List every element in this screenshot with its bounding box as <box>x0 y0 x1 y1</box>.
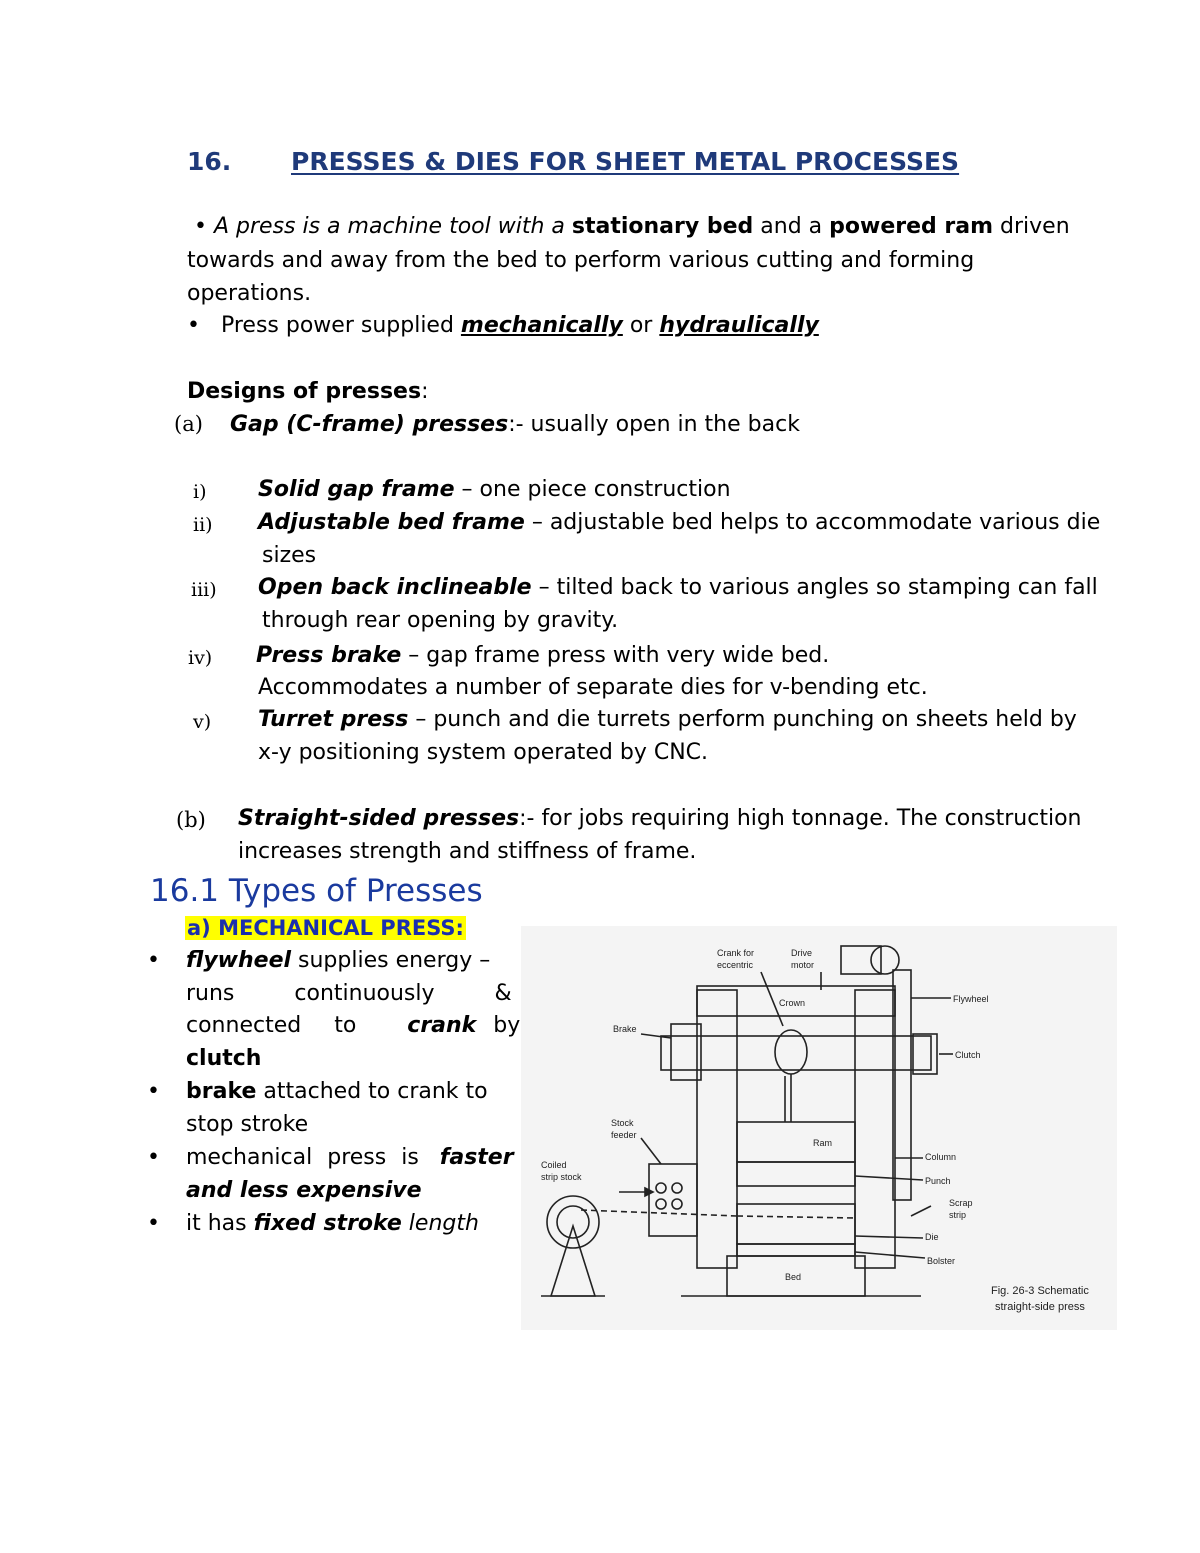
clutch-drum <box>913 1034 937 1074</box>
die <box>737 1204 855 1244</box>
mp-b2-l2: stop stroke <box>186 1112 309 1137</box>
label-scrap-2: strip <box>949 1210 967 1220</box>
label-coiled-2: strip stock <box>541 1172 582 1182</box>
ram <box>737 1122 855 1162</box>
label-bed: Bed <box>785 1272 802 1282</box>
label-coiled: Coiled <box>541 1160 567 1170</box>
colon: : <box>421 379 429 404</box>
intro-line-3: operations. <box>187 281 312 306</box>
item-num-5: v) <box>193 711 212 733</box>
label-drive-2: motor <box>791 960 815 970</box>
label-stock: Stock <box>611 1118 634 1128</box>
bullet-dot: • <box>147 1079 160 1104</box>
mp-b1-l2: runs continuously & <box>186 981 512 1006</box>
coil <box>547 1196 599 1248</box>
section-title: 16.1 Types of Presses <box>150 873 483 909</box>
design-b-label: (b) <box>176 808 206 832</box>
heading-title: PRESSES & DIES FOR SHEET METAL PROCESSES <box>291 147 960 176</box>
label-crown: Crown <box>779 998 806 1008</box>
item-5: Turret press – punch and die turrets perform punching on sheets held by <box>258 707 1077 732</box>
design-a-label: (a) <box>174 412 203 436</box>
subtitle-highlight: a) MECHANICAL PRESS: <box>187 916 464 940</box>
heading-number: 16. <box>187 147 232 176</box>
mp-b2-l1: brake attached to crank to <box>186 1079 488 1104</box>
item-3-line-2: through rear opening by gravity. <box>262 608 619 633</box>
intro-bullet-1 <box>194 214 1070 239</box>
item-1: Solid gap frame – one piece construction <box>258 477 731 502</box>
bullet-dot: • <box>187 313 200 338</box>
label-crank: Crank for <box>717 948 755 958</box>
design-a <box>174 412 800 437</box>
item-4: Press brake – gap frame press with very wide bed. <box>256 643 830 668</box>
keyword: hydraulically <box>659 313 819 338</box>
label-drive: Drive <box>791 948 813 958</box>
section-subtitle <box>185 916 466 940</box>
item-5-line-2: x-y positioning system operated by CNC. <box>258 740 709 765</box>
label-stock-2: feeder <box>611 1130 637 1140</box>
bullet-dot: • <box>147 948 160 973</box>
label-bolster: Bolster <box>927 1256 956 1266</box>
coil-stand <box>551 1226 595 1296</box>
strip <box>581 1210 737 1216</box>
label-die: Die <box>925 1232 939 1242</box>
label-ram: Ram <box>813 1138 833 1148</box>
mp-b1-l1: flywheel supplies energy – <box>186 948 491 973</box>
item-num-2: ii) <box>193 514 213 536</box>
label-brake: Brake <box>613 1024 637 1034</box>
label-punch: Punch <box>925 1176 951 1186</box>
text: or <box>622 313 660 338</box>
mp-b1-l3: connected to crank by <box>186 1013 521 1038</box>
text: and a <box>753 214 830 239</box>
press-diagram <box>521 926 1117 1330</box>
label-scrap: Scrap <box>949 1198 973 1208</box>
press-figure <box>521 926 1117 1330</box>
design-b-line-2: increases strength and stiffness of frame. <box>238 839 697 864</box>
figure-caption-2: straight-side press <box>995 1301 1085 1313</box>
keyword: stationary bed <box>571 214 754 239</box>
intro-bullet-2 <box>187 313 819 338</box>
design-b: Straight-sided presses:- for jobs requiring high tonnage. The construction <box>238 806 1082 831</box>
designs-title-text: Designs of presses <box>187 379 422 404</box>
designs-title <box>187 379 428 404</box>
keyword: mechanically <box>460 313 623 338</box>
mp-b4-l1: it has fixed stroke length <box>186 1211 479 1236</box>
bullet-dot: • <box>147 1211 160 1236</box>
design-a-name: Gap (C-frame) presses:- usually open in the back <box>230 412 800 437</box>
label-column: Column <box>925 1152 957 1162</box>
left-column <box>697 990 737 1268</box>
item-2-line-2: sizes <box>262 543 317 568</box>
item-2: Adjustable bed frame – adjustable bed helps to accommodate various die <box>258 510 1101 535</box>
mp-b3-l2: and less expensive <box>186 1178 422 1203</box>
heading <box>187 147 960 176</box>
bullet-dot: • <box>194 214 207 239</box>
text: driven <box>993 214 1070 239</box>
right-column <box>855 990 895 1268</box>
mp-b3-l1: mechanical press is faster <box>186 1145 514 1170</box>
item-3: Open back inclineable – tilted back to various angles so stamping can fall <box>258 575 1098 600</box>
mp-b1-l4: clutch <box>186 1046 262 1071</box>
label-clutch: Clutch <box>955 1050 981 1060</box>
item-num-3: iii) <box>191 579 217 601</box>
figure-caption-1: Fig. 26-3 Schematic <box>991 1285 1089 1297</box>
punch-holder <box>737 1162 855 1186</box>
item-4-line-2: Accommodates a number of separate dies for v-bending etc. <box>258 675 928 700</box>
bolster <box>737 1244 855 1256</box>
label-flywheel: Flywheel <box>953 994 989 1004</box>
keyword: powered ram <box>829 214 994 239</box>
text: A press is a machine tool with a <box>213 214 572 239</box>
intro-line-2: towards and away from the bed to perform various cutting and forming <box>187 248 975 273</box>
item-num-1: i) <box>193 481 207 503</box>
label-crank-2: eccentric <box>717 960 754 970</box>
bullet-dot: • <box>147 1145 160 1170</box>
text: Press power supplied <box>220 313 461 338</box>
item-num-4: iv) <box>188 647 213 669</box>
